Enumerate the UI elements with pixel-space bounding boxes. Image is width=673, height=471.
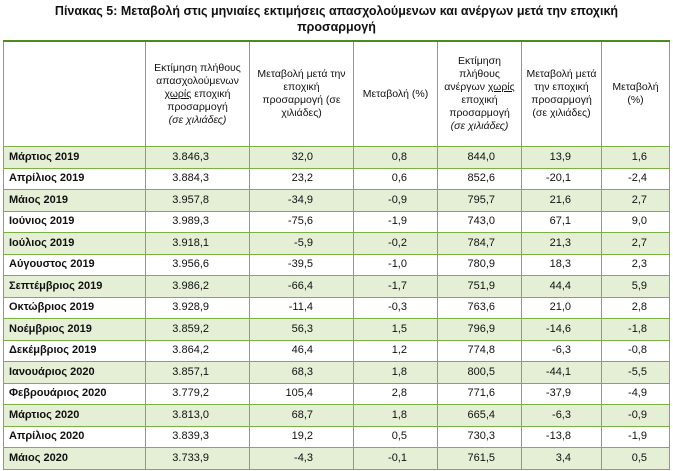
cell: 21,3: [522, 233, 602, 255]
table-row: [4, 211, 670, 233]
cell: 32,0: [250, 147, 354, 169]
cell: 1,2: [354, 340, 438, 362]
cell: -6,3: [522, 405, 602, 427]
cell: 3.733,9: [146, 448, 250, 470]
table-title-line1: Πίνακας 5: Μεταβολή στις μηνιαίες εκτιμήσεις απασχολούμενων και ανέργων μετά την εποχική: [54, 4, 619, 18]
table-row: [4, 276, 670, 298]
cell: 3.928,9: [146, 297, 250, 319]
cell: 852,6: [438, 168, 522, 190]
row-month: Μάιος 2019: [4, 190, 146, 212]
row-month: Μάρτιος 2019: [4, 147, 146, 169]
cell: 68,3: [250, 362, 354, 384]
table-row: [4, 340, 670, 362]
table-row: [4, 448, 670, 470]
cell: 2,7: [602, 233, 670, 255]
header-employed-change-sa: Μεταβολή μετά την εποχική προσαρμογή (σε χιλιάδες): [250, 41, 354, 147]
cell: 743,0: [438, 211, 522, 233]
cell: -37,9: [522, 383, 602, 405]
table-row: [4, 147, 670, 169]
cell: 3,4: [522, 448, 602, 470]
cell: 3.989,3: [146, 211, 250, 233]
cell: 844,0: [438, 147, 522, 169]
cell: 3.857,1: [146, 362, 250, 384]
cell: 800,5: [438, 362, 522, 384]
header-corner: [4, 41, 146, 147]
cell: 2,3: [602, 254, 670, 276]
cell: 774,8: [438, 340, 522, 362]
row-month: Φεβρουάριος 2020: [4, 383, 146, 405]
cell: 763,6: [438, 297, 522, 319]
cell: 105,4: [250, 383, 354, 405]
header-unemployed-change-sa: Μεταβολή μετά την εποχική προσαρμογή (σε χιλιάδες): [522, 41, 602, 147]
cell: 1,8: [354, 405, 438, 427]
cell: 18,3: [522, 254, 602, 276]
header-unemployed-nsa: Εκτίμηση πλήθους ανέργων χωρίς εποχική προσαρμογή (σε χιλιάδες): [438, 41, 522, 147]
cell: -1,9: [602, 426, 670, 448]
cell: 796,9: [438, 319, 522, 341]
row-month: Μάιος 2020: [4, 448, 146, 470]
cell: 751,9: [438, 276, 522, 298]
cell: -6,3: [522, 340, 602, 362]
cell: -1,9: [354, 211, 438, 233]
cell: 44,4: [522, 276, 602, 298]
cell: -0,8: [602, 340, 670, 362]
row-month: Οκτώβριος 2019: [4, 297, 146, 319]
cell: -4,3: [250, 448, 354, 470]
cell: 23,2: [250, 168, 354, 190]
cell: -2,4: [602, 168, 670, 190]
table-row: [4, 254, 670, 276]
cell: 761,5: [438, 448, 522, 470]
cell: 3.957,8: [146, 190, 250, 212]
cell: 3.918,1: [146, 233, 250, 255]
cell: 780,9: [438, 254, 522, 276]
cell: 3.779,2: [146, 383, 250, 405]
row-month: Απρίλιος 2019: [4, 168, 146, 190]
cell: -0,2: [354, 233, 438, 255]
cell: 0,5: [354, 426, 438, 448]
cell: -39,5: [250, 254, 354, 276]
cell: 9,0: [602, 211, 670, 233]
cell: 21,0: [522, 297, 602, 319]
cell: 67,1: [522, 211, 602, 233]
header-employed-change-pct: Μεταβολή (%): [354, 41, 438, 147]
data-table: [3, 40, 670, 470]
table-row: [4, 233, 670, 255]
cell: -4,9: [602, 383, 670, 405]
cell: 771,6: [438, 383, 522, 405]
cell: 3.884,3: [146, 168, 250, 190]
cell: 3.864,2: [146, 340, 250, 362]
header-row: [4, 41, 670, 147]
row-month: Σεπτέμβριος 2019: [4, 276, 146, 298]
table-row: [4, 383, 670, 405]
cell: 730,3: [438, 426, 522, 448]
row-month: Ιούλιος 2019: [4, 233, 146, 255]
cell: 2,8: [354, 383, 438, 405]
row-month: Ιούνιος 2019: [4, 211, 146, 233]
cell: -1,8: [602, 319, 670, 341]
cell: -11,4: [250, 297, 354, 319]
cell: 3.846,3: [146, 147, 250, 169]
cell: 56,3: [250, 319, 354, 341]
cell: 795,7: [438, 190, 522, 212]
cell: -34,9: [250, 190, 354, 212]
cell: 0,5: [602, 448, 670, 470]
cell: 3.813,0: [146, 405, 250, 427]
row-month: Αύγουστος 2019: [4, 254, 146, 276]
table-row: [4, 362, 670, 384]
cell: -20,1: [522, 168, 602, 190]
cell: 1,6: [602, 147, 670, 169]
row-month: Μάρτιος 2020: [4, 405, 146, 427]
cell: 3.986,2: [146, 276, 250, 298]
cell: 0,8: [354, 147, 438, 169]
table-title-line2: προσαρμογή: [297, 20, 376, 34]
cell: -0,9: [602, 405, 670, 427]
cell: 3.859,2: [146, 319, 250, 341]
cell: 19,2: [250, 426, 354, 448]
cell: 46,4: [250, 340, 354, 362]
table-row: [4, 190, 670, 212]
cell: -0,3: [354, 297, 438, 319]
cell: 0,6: [354, 168, 438, 190]
cell: 3.839,3: [146, 426, 250, 448]
cell: -5,9: [250, 233, 354, 255]
table-row: [4, 297, 670, 319]
row-month: Δεκέμβριος 2019: [4, 340, 146, 362]
row-month: Απρίλιος 2020: [4, 426, 146, 448]
table-row: [4, 405, 670, 427]
cell: 2,8: [602, 297, 670, 319]
cell: -0,9: [354, 190, 438, 212]
cell: 665,4: [438, 405, 522, 427]
cell: -66,4: [250, 276, 354, 298]
cell: 2,7: [602, 190, 670, 212]
cell: -44,1: [522, 362, 602, 384]
cell: 13,9: [522, 147, 602, 169]
cell: -1,7: [354, 276, 438, 298]
row-month: Νοέμβριος 2019: [4, 319, 146, 341]
cell: -13,8: [522, 426, 602, 448]
cell: -5,5: [602, 362, 670, 384]
cell: -14,6: [522, 319, 602, 341]
table-row: [4, 319, 670, 341]
header-employed-nsa: Εκτίμηση πλήθους απασχολούμενων χωρίς εποχική προσαρμογή (σε χιλιάδες): [146, 41, 250, 147]
cell: -1,0: [354, 254, 438, 276]
cell: 784,7: [438, 233, 522, 255]
table-title: [0, 0, 673, 38]
table-row: [4, 426, 670, 448]
cell: 1,5: [354, 319, 438, 341]
row-month: Ιανουάριος 2020: [4, 362, 146, 384]
cell: -0,1: [354, 448, 438, 470]
cell: 68,7: [250, 405, 354, 427]
cell: -75,6: [250, 211, 354, 233]
cell: 1,8: [354, 362, 438, 384]
header-unemployed-change-pct: Μεταβολή (%): [602, 41, 670, 147]
cell: 21,6: [522, 190, 602, 212]
cell: 5,9: [602, 276, 670, 298]
cell: 3.956,6: [146, 254, 250, 276]
table-row: [4, 168, 670, 190]
